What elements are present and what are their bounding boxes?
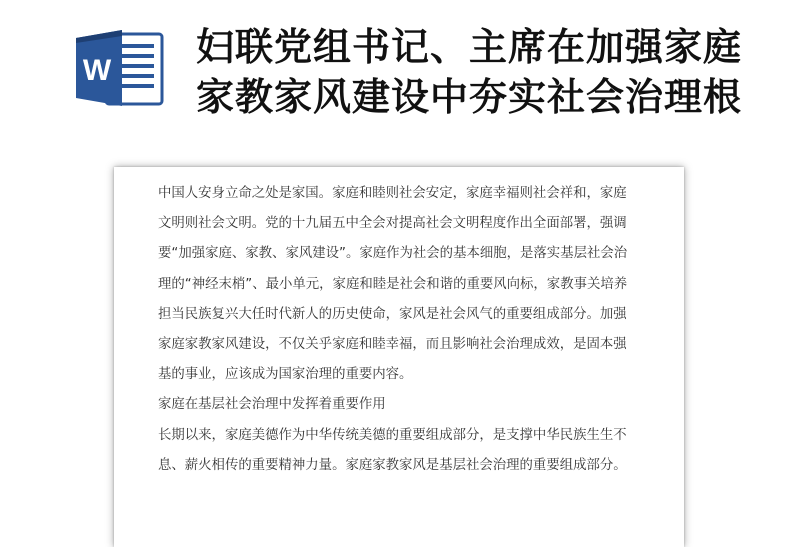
- paragraph-line: 长期以来，家庭美德作为中华传统美德的重要组成部分，是支撑中华民族生生不: [158, 427, 627, 443]
- word-icon: [76, 26, 166, 110]
- paragraph-line: 担当民族复兴大任时代新人的历史使命，家风是社会风气的重要组成部分。加强: [158, 306, 627, 322]
- paragraph-line: 理的“神经末梢”、最小单元，家庭和睦是社会和谐的重要风向标，家教事关培养: [158, 276, 628, 292]
- paragraph-line: 文明则社会文明。党的十九届五中全会对提高社会文明程度作出全面部署，强调: [158, 216, 627, 232]
- header: [0, 0, 800, 150]
- section-heading: 家庭在基层社会治理中发挥着重要作用: [158, 397, 386, 413]
- paragraph-line: 家庭家教家风建设，不仅关乎家庭和睦幸福，而且影响社会治理成效，是固本强: [158, 337, 627, 353]
- title-line: 妇联党组书记、主席在加强家庭: [196, 25, 743, 69]
- document-content: [158, 179, 644, 481]
- page-title: [196, 22, 796, 122]
- paragraph-line: 中国人安身立命之处是家国。家庭和睦则社会安定，家庭幸福则社会祥和，家庭: [158, 186, 627, 201]
- title-line: 家教家风建设中夯实社会治理根: [196, 75, 743, 119]
- paragraph-line: 要“加强家庭、家教、家风建设”。家庭作为社会的基本细胞，是落实基层社会治: [158, 246, 628, 262]
- paragraph-line: 基的事业，应该成为国家治理的重要内容。: [158, 367, 413, 383]
- word-icon-letter: W: [82, 54, 112, 87]
- document-page: [114, 167, 684, 547]
- paragraph-line: 息、薪火相传的重要精神力量。家庭家教家风是基层社会治理的重要组成部分。: [158, 457, 627, 473]
